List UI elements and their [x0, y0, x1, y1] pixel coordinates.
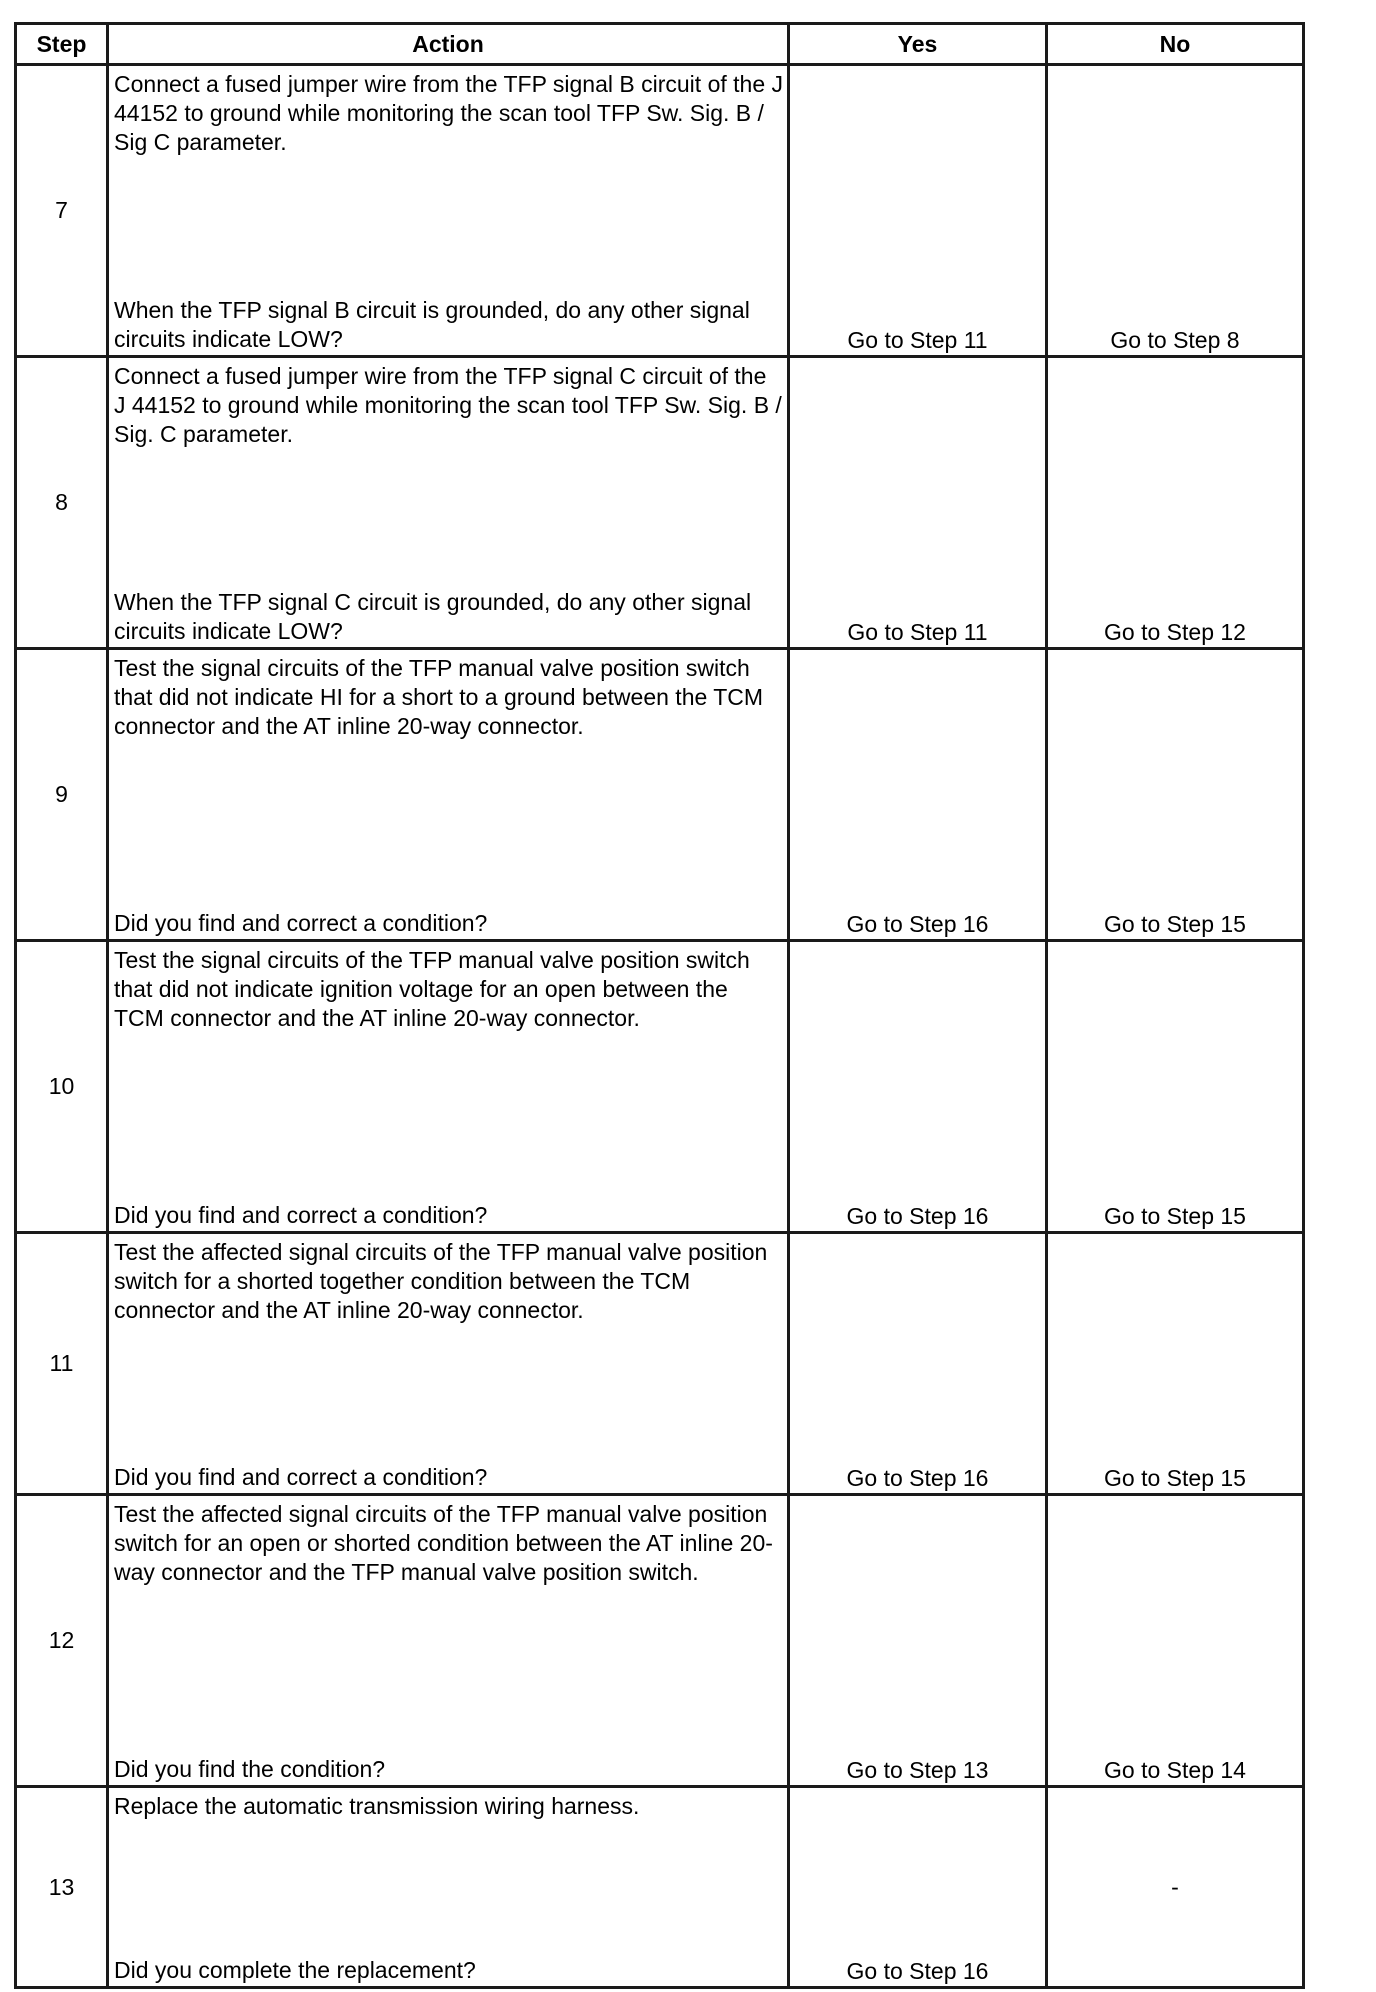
- action-instruction: Test the affected signal circuits of the TFP manual valve position switch for an open or shorted condition between the AT inline 20-way connector and the TFP manual valve position switch.: [114, 1501, 773, 1585]
- action-instruction: Test the signal circuits of the TFP manual valve position switch that did not indicate HI for a short to a ground between the TCM connector and the AT inline 20-way connector.: [114, 655, 764, 739]
- no-result: Go to Step 14: [1047, 1495, 1304, 1787]
- header-yes: Yes: [789, 24, 1047, 65]
- yes-result: Go to Step 16: [789, 1787, 1047, 1988]
- table-row: [16, 1495, 1304, 1787]
- step-number: 8: [16, 357, 108, 649]
- no-result: Go to Step 12: [1047, 357, 1304, 649]
- header-no: No: [1047, 24, 1304, 65]
- table-row: [16, 941, 1304, 1233]
- table-row: [16, 357, 1304, 649]
- yes-result: Go to Step 16: [789, 941, 1047, 1233]
- action-cell: [108, 1233, 789, 1495]
- action-instruction: Replace the automatic transmission wiring harness.: [114, 1793, 640, 1819]
- diagnostic-table: [14, 22, 1305, 1989]
- table-row: [16, 649, 1304, 941]
- action-cell: [108, 1495, 789, 1787]
- action-question: Did you find and correct a condition?: [114, 1464, 488, 1490]
- action-question: Did you find and correct a condition?: [114, 1202, 488, 1228]
- action-instruction: Test the signal circuits of the TFP manual valve position switch that did not indicate ignition voltage for an open between the TCM connector and the AT inline 20-way connector.: [114, 947, 750, 1031]
- action-question: Did you find the condition?: [114, 1756, 386, 1782]
- table-row: [16, 1233, 1304, 1495]
- step-number: 12: [16, 1495, 108, 1787]
- header-step: Step: [16, 24, 108, 65]
- action-question: When the TFP signal B circuit is grounded, do any other signal circuits indicate LOW?: [114, 297, 750, 352]
- yes-result: Go to Step 11: [789, 357, 1047, 649]
- no-result: -: [1047, 1787, 1304, 1988]
- step-number: 7: [16, 65, 108, 357]
- yes-result: Go to Step 11: [789, 65, 1047, 357]
- table-row: [16, 1787, 1304, 1988]
- step-number: 13: [16, 1787, 108, 1988]
- action-cell: [108, 649, 789, 941]
- yes-result: Go to Step 16: [789, 1233, 1047, 1495]
- step-number: 9: [16, 649, 108, 941]
- action-cell: [108, 357, 789, 649]
- step-number: 10: [16, 941, 108, 1233]
- table-row: [16, 65, 1304, 357]
- action-cell: [108, 1787, 789, 1988]
- action-question: When the TFP signal C circuit is grounded, do any other signal circuits indicate LOW?: [114, 589, 752, 644]
- no-result: Go to Step 15: [1047, 649, 1304, 941]
- no-result: Go to Step 8: [1047, 65, 1304, 357]
- yes-result: Go to Step 16: [789, 649, 1047, 941]
- action-cell: [108, 65, 789, 357]
- action-question: Did you complete the replacement?: [114, 1957, 476, 1983]
- action-question: Did you find and correct a condition?: [114, 910, 488, 936]
- action-cell: [108, 941, 789, 1233]
- action-instruction: Connect a fused jumper wire from the TFP signal C circuit of the J 44152 to ground while monitoring the scan tool TFP Sw. Sig. B / Sig. C parameter.: [114, 363, 782, 447]
- step-number: 11: [16, 1233, 108, 1495]
- action-instruction: Connect a fused jumper wire from the TFP signal B circuit of the J 44152 to ground while monitoring the scan tool TFP Sw. Sig. B / Sig C parameter.: [114, 71, 783, 155]
- no-result: Go to Step 15: [1047, 941, 1304, 1233]
- header-action: Action: [108, 24, 789, 65]
- header-row: [16, 24, 1304, 65]
- yes-result: Go to Step 13: [789, 1495, 1047, 1787]
- no-result: Go to Step 15: [1047, 1233, 1304, 1495]
- action-instruction: Test the affected signal circuits of the TFP manual valve position switch for a shorted together condition between the TCM connector and the AT inline 20-way connector.: [114, 1239, 768, 1323]
